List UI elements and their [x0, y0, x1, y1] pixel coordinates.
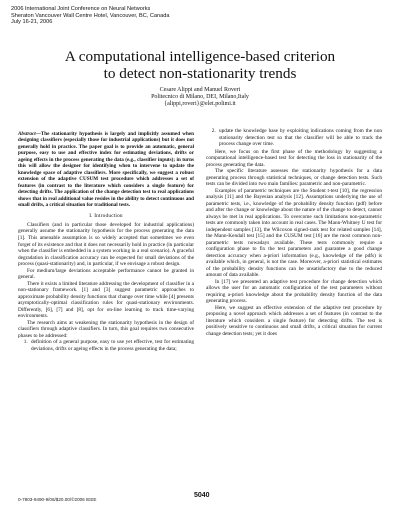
right-paragraph-5: Here, we suggest an effective extension of the adaptive test procedure by proposing a novel approach which addresses a set of features (in contrast to the literature which considers a single feature) for detecting drifts. The test is positively sensitive to continuous and small drifts, a critical situation for current change detection tests; yet it does: [206, 304, 382, 337]
right-paragraph-3: Examples of parametric techniques are the Student t-test [10], the regression analysis [11] and the Bayesian analysis [12]. Assumptions underlying the use of parametric tests, i.e., knowledge of the probability density function (pdf) before and after the change or knowledge about the nature of the change to detect, cannot always be met in real applications. To overcome such limitations non-parametric tests are commonly taken into account in real cases. The Mann-Whitney U test for independent samples [13], the Wilcoxon signed-rank test for related samples [14], the Mann-Kendall test [15] and the CUSUM test [16] are the most common non-parametric tests nowadays available. These tests commonly require a configuration phase to fix the test parameters and guarantee a good change detection accuracy when a-priori information (e.g., knowledge of the pdfs) is available which, in general, is not the case. Moreover, a-priori statistical estimates of the probability density functions can be unsatisfactory due to the reduced amount of data available.: [206, 187, 382, 279]
copyright-footer: 0-7803-9490-9/06/$20.00/©2006 IEEE: [18, 497, 97, 502]
abstract: [18, 131, 194, 208]
section-heading-introduction: I. Introduction: [89, 213, 123, 220]
page-number: 5040: [194, 492, 210, 499]
phase-item-1: 1. definition of a general purpose, easy to use yet effective, test for estimating deviations, drifts or ageing effects in the process generating the data;: [29, 339, 194, 352]
intro-paragraph-1: Classifiers (and in particular those developed for industrial applications) generally assume the stationarity hypothesis for the process generating the data [1]. This amenable assumption is so widely accepted that sometimes we even forget of its existence and that it does not necessarily hold in practice (in particular when the classifier is embedded in a system working in a real scenario). A graceful degradation in classification accuracy can be expected for small deviations of the process (quasi-stationarity) and, in particular, if we envisage a robust design.: [18, 221, 194, 268]
phase-list-continued: [206, 128, 382, 148]
right-paragraph-1: Here, we focus on the first phase of the methodology by suggesting a computational intelligence-based test for detecting the loss in stationarity of the process generating the data.: [206, 148, 382, 168]
conference-dates: July 16-21, 2006: [11, 19, 53, 26]
phase-item-2: 2. update the knowledge base by exploiting indications coming from the non stationarity detection test so that the classifier will be able to track the process change over time.: [217, 128, 382, 148]
left-column: [18, 131, 194, 353]
author-affiliation: Politecnico di Milano, DEI, Milano,Italy: [151, 94, 249, 101]
right-paragraph-2: The specific literature assesses the stationarity hypothesis for a data generating process through statistical techniques, or change detection tests. Such tests can be divided into two main families: parametric and non-parametric.: [206, 168, 382, 188]
abstract-label: Abstract: [18, 131, 36, 137]
right-paragraph-4: In [17] we presented an adaptive test procedure for change detection which allows the user for an automatic configuration of the test parameters without requiring a-priori knowledge about the probability density function of the data generating process.: [206, 278, 382, 305]
intro-paragraph-4: The research aims at weakening the stationarity hypothesis in the design of classifiers through adaptive classifiers. In turn, this goal requires two consecutive phases to be addressed:: [18, 319, 194, 339]
conference-name: 2006 International Joint Conference on Neural Networks: [11, 6, 151, 12]
right-column: [206, 128, 382, 338]
paper-title: [0, 48, 400, 82]
intro-paragraph-3: There it exists a limited literature addressing the development of classifier in a non-stationary framework. [1] and [3] suggest parametric approaches to approximate probability density functions that change over time while [4] presents asymptotically-optimal classification rules for quasi-stationary environments. Differently, [6], [7] and [8], opt for on-line learning to track time-varying environments.: [18, 280, 194, 320]
abstract-text: —The stationarity hypothesis is largely and implicitly assumed when designing classifiers (especially those for industrial applications) but it does not generally hold in practice. The paper goal is to provide an automatic, general purpose, easy to use and effective index for estimating deviations, drifts or ageing effects in the process generating the data (e.g., classifier inputs); in turns this will allow the designer for identifying when to intervene to update the knowledge space of adaptive classifiers. More specifically, we suggest a robust extension of the adaptive CUSUM test procedure which addresses a set of features (in contrast to the literature which considers a single feature) for detecting drifts. The application of the change detection test to real applications shows that in real additional value resides in the ability to detect continuous and small drifts, a critical situation for traditional tests.: [18, 131, 194, 208]
author-block: [0, 87, 400, 108]
author-names: Cesare Alippi and Manuel Roveri: [159, 87, 241, 93]
phase-list: [18, 339, 194, 352]
author-email: {alippi,roveri}@elet.polimi.it: [164, 101, 236, 108]
title-line-2: to detect non-stationarity trends: [103, 65, 297, 82]
conference-header: [11, 6, 261, 26]
intro-paragraph-2: For medium/large deviations acceptable performance cannot be granted in general.: [18, 267, 194, 281]
conference-venue: Sheraton Vancouver Wall Centre Hotel, Vancouver, BC, Canada: [11, 12, 170, 19]
title-line-1: A computational intelligence-based criterion: [64, 48, 336, 65]
